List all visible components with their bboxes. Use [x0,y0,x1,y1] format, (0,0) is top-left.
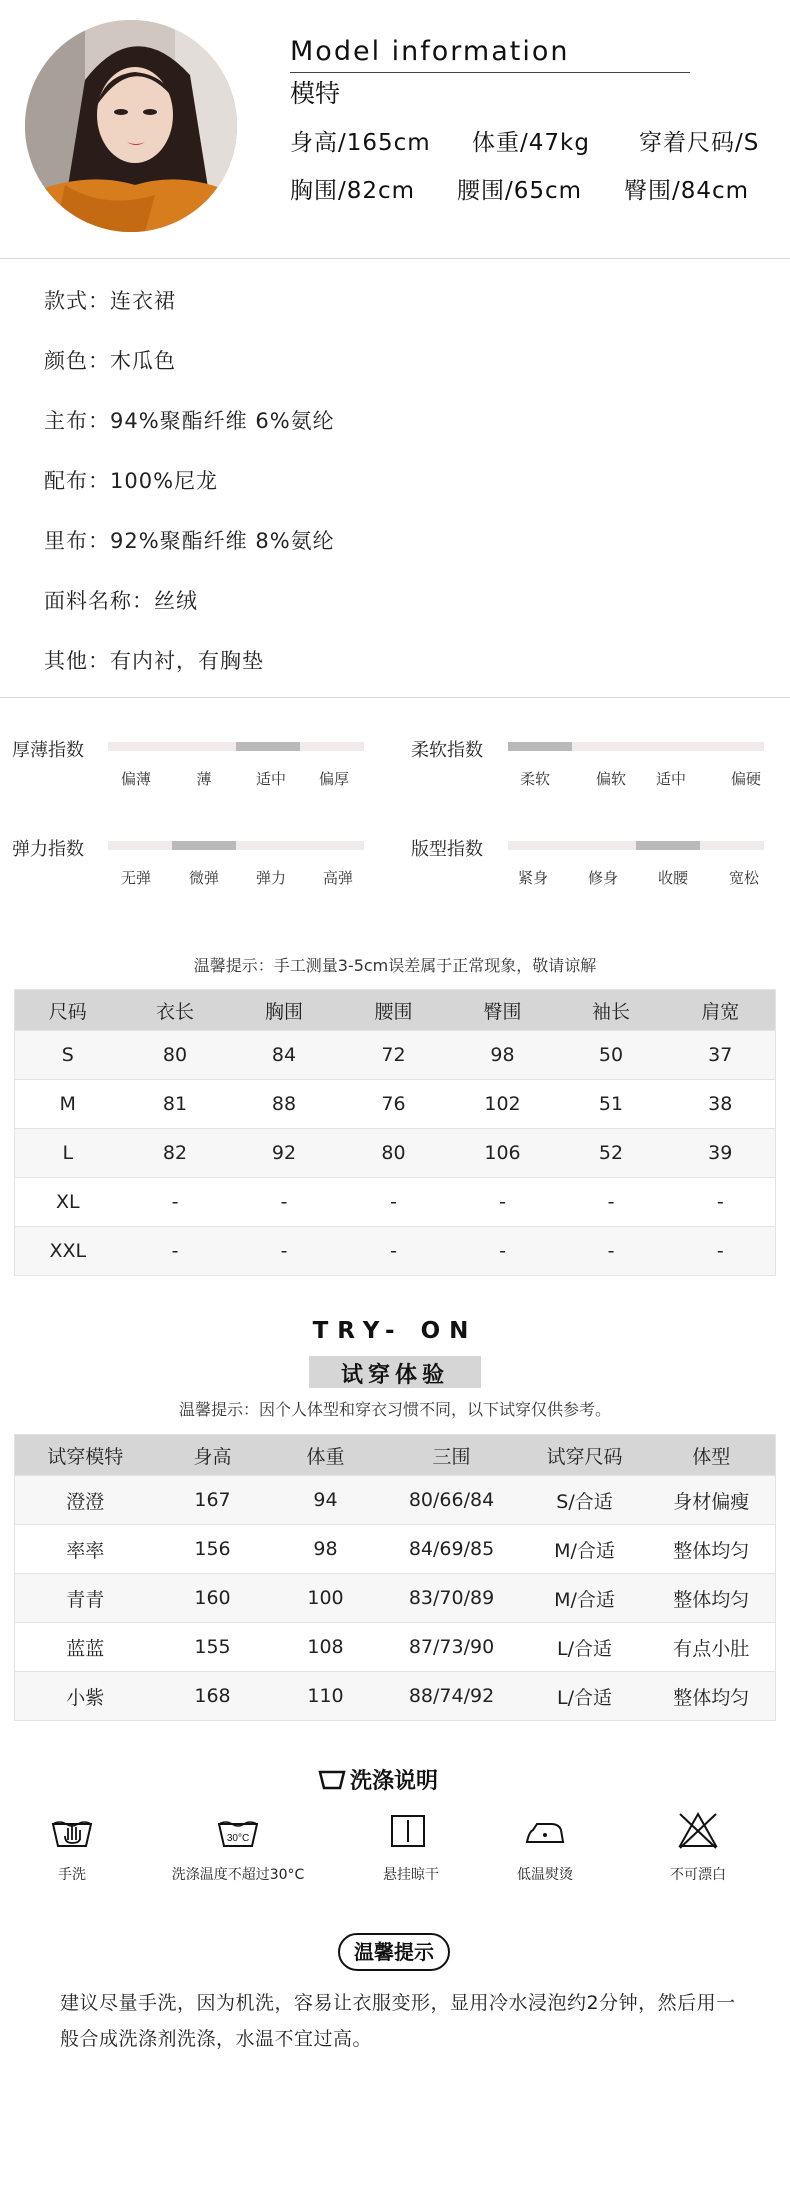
table-cell: M [15,1080,121,1129]
wash-30-icon-text: 30°C [226,1833,250,1844]
table-cell: 72 [339,1031,449,1080]
table-cell: 蓝蓝 [15,1623,156,1672]
table-cell: 87/73/90 [382,1623,522,1672]
table-cell: 156 [156,1525,270,1574]
model-portrait-image [25,20,237,232]
table-row [15,1227,776,1276]
table-cell: - [666,1178,776,1227]
wash-basin-icon [318,1768,346,1794]
attr-secondary-fabric: 配布：100%尼龙 [44,469,219,493]
no-bleach-label: 不可漂白 [670,1867,726,1883]
hang-dry-icon [389,1810,427,1854]
table-cell: - [449,1227,557,1276]
table-cell: - [121,1178,230,1227]
table-cell: 80 [339,1129,449,1178]
section-divider [0,258,790,259]
model-title-cn: 模特 [290,79,341,108]
attr-main-fabric: 主布：94%聚酯纤维 6%氨纶 [44,409,335,433]
table-cell: - [121,1227,230,1276]
hand-wash-icon [50,1810,94,1854]
table-cell: S [15,1031,121,1080]
tip-text: 建议尽量手洗，因为机洗，容易让衣服变形，显用冷水浸泡约2分钟，然后用一般合成洗涤剂洗涤，水温不宜过高。 [60,1992,736,2050]
table-cell: 84 [230,1031,339,1080]
table-cell: 澄澄 [15,1476,156,1525]
tryon-header-cell: 试穿模特 [15,1435,156,1476]
model-title-en: Model information [290,36,570,67]
model-info-section [0,0,790,258]
index-tick: 偏硬 [730,770,762,788]
index-softness-label: 柔软指数 [411,740,483,761]
table-row [15,1623,776,1672]
model-hip: 臀围/84cm [624,178,750,204]
table-cell: XL [15,1178,121,1227]
index-tick: 适中 [255,770,287,788]
index-tick: 收腰 [657,869,689,887]
table-cell: 有点小肚 [648,1623,776,1672]
index-tick: 修身 [587,869,619,887]
table-cell: S/合适 [522,1476,648,1525]
table-row [15,1129,776,1178]
table-cell: 39 [666,1129,776,1178]
table-cell: 155 [156,1623,270,1672]
no-bleach-icon [676,1810,720,1854]
index-tick: 偏薄 [120,770,152,788]
table-cell: 50 [557,1031,666,1080]
table-cell: - [230,1178,339,1227]
size-table-header-row [15,990,776,1031]
table-cell: 88 [230,1080,339,1129]
index-tick: 薄 [196,770,212,788]
size-header-cell: 尺码 [15,990,121,1031]
index-fit-track [508,841,764,850]
table-cell: 81 [121,1080,230,1129]
table-cell: 110 [270,1672,382,1721]
size-table-note: 温馨提示：手工测量3-5cm误差属于正常现象，敬请谅解 [193,956,597,975]
tryon-title-cn: 试穿体验 [340,1363,449,1388]
model-height: 身高/165cm [290,130,431,156]
table-cell: 160 [156,1574,270,1623]
tryon-header-cell: 三围 [382,1435,522,1476]
table-cell: 青青 [15,1574,156,1623]
tryon-header-cell: 体型 [648,1435,776,1476]
table-row [15,1178,776,1227]
table-cell: 102 [449,1080,557,1129]
table-cell: 100 [270,1574,382,1623]
size-header-cell: 袖长 [557,990,666,1031]
table-cell: - [557,1227,666,1276]
tryon-table [14,1434,776,1721]
index-tick: 柔软 [519,770,551,788]
table-cell: - [230,1227,339,1276]
hang-dry-label: 悬挂晾干 [383,1867,439,1883]
table-cell: 82 [121,1129,230,1178]
index-thickness-marker [236,742,300,751]
table-cell: 84/69/85 [382,1525,522,1574]
tryon-title-en: TRY- ON [312,1318,478,1344]
table-cell: 76 [339,1080,449,1129]
table-cell: 率率 [15,1525,156,1574]
index-thickness-label: 厚薄指数 [12,740,84,761]
section-divider [0,697,790,698]
table-cell: - [339,1227,449,1276]
table-cell: 167 [156,1476,270,1525]
index-softness-track [508,742,764,751]
tryon-header-cell: 试穿尺码 [522,1435,648,1476]
table-cell: 108 [270,1623,382,1672]
index-softness-marker [508,742,572,751]
table-cell: 168 [156,1672,270,1721]
table-cell: 94 [270,1476,382,1525]
table-cell: 小紫 [15,1672,156,1721]
low-iron-label: 低温熨烫 [517,1867,573,1883]
size-header-cell: 臀围 [449,990,557,1031]
index-thickness-track [108,742,364,751]
index-tick: 偏厚 [318,770,350,788]
table-cell: 88/74/92 [382,1672,522,1721]
size-header-cell: 腰围 [339,990,449,1031]
index-tick: 适中 [655,770,687,788]
table-row [15,1476,776,1525]
table-cell: 83/70/89 [382,1574,522,1623]
tryon-table-header-row [15,1435,776,1476]
table-row [15,1525,776,1574]
low-iron-icon [523,1810,567,1854]
hand-wash-label: 手洗 [58,1867,86,1883]
tryon-header-cell: 体重 [270,1435,382,1476]
index-fit-label: 版型指数 [411,839,483,860]
index-tick: 宽松 [728,869,760,887]
model-size: 穿着尺码/S [639,130,760,156]
model-weight: 体重/47kg [472,130,590,156]
table-row [15,1574,776,1623]
index-tick: 无弹 [120,869,152,887]
table-cell: - [557,1178,666,1227]
table-cell: 整体均匀 [648,1574,776,1623]
table-cell: 52 [557,1129,666,1178]
index-tick: 弹力 [255,869,287,887]
table-cell: - [339,1178,449,1227]
attr-other: 其他：有内衬，有胸垫 [44,649,264,673]
index-elasticity-label: 弹力指数 [12,839,84,860]
index-elasticity-track [108,841,364,850]
tip-title: 温馨提示 [338,1933,450,1971]
table-cell: 98 [270,1525,382,1574]
table-cell: 98 [449,1031,557,1080]
table-cell: L/合适 [522,1623,648,1672]
size-header-cell: 肩宽 [666,990,776,1031]
table-cell: 37 [666,1031,776,1080]
index-tick: 偏软 [595,770,627,788]
index-tick: 微弹 [188,869,220,887]
table-cell: 整体均匀 [648,1672,776,1721]
model-waist: 腰围/65cm [457,178,583,204]
wash-30-icon [216,1810,260,1854]
size-header-cell: 胸围 [230,990,339,1031]
attr-fabric-name: 面料名称：丝绒 [44,589,198,613]
tryon-header-cell: 身高 [156,1435,270,1476]
model-bust: 胸围/82cm [290,178,416,204]
model-photo [25,20,237,232]
table-cell: 51 [557,1080,666,1129]
wash-title: 洗涤说明 [350,1769,439,1794]
size-header-cell: 衣长 [121,990,230,1031]
table-cell: M/合适 [522,1525,648,1574]
model-title-underline [290,72,690,73]
table-row [15,1080,776,1129]
index-elasticity-marker [172,841,236,850]
attr-style: 款式：连衣裙 [44,289,176,313]
table-cell: M/合适 [522,1574,648,1623]
table-cell: 整体均匀 [648,1525,776,1574]
table-cell: - [666,1227,776,1276]
wash-30-label: 洗涤温度不超过30°C [171,1867,305,1883]
table-row [15,1031,776,1080]
table-cell: 身材偏瘦 [648,1476,776,1525]
table-cell: XXL [15,1227,121,1276]
table-cell: 106 [449,1129,557,1178]
table-cell: 92 [230,1129,339,1178]
table-row [15,1672,776,1721]
table-cell: L/合适 [522,1672,648,1721]
size-table [14,989,776,1276]
index-tick: 紧身 [517,869,549,887]
table-cell: 38 [666,1080,776,1129]
table-cell: 80 [121,1031,230,1080]
index-fit-marker [636,841,700,850]
table-cell: 80/66/84 [382,1476,522,1525]
attr-color: 颜色：木瓜色 [44,349,176,373]
table-cell: L [15,1129,121,1178]
table-cell: - [449,1178,557,1227]
index-tick: 高弹 [322,869,354,887]
attr-lining: 里布：92%聚酯纤维 8%氨纶 [44,529,335,553]
tryon-note: 温馨提示：因个人体型和穿衣习惯不同，以下试穿仅供参考。 [178,1400,611,1419]
